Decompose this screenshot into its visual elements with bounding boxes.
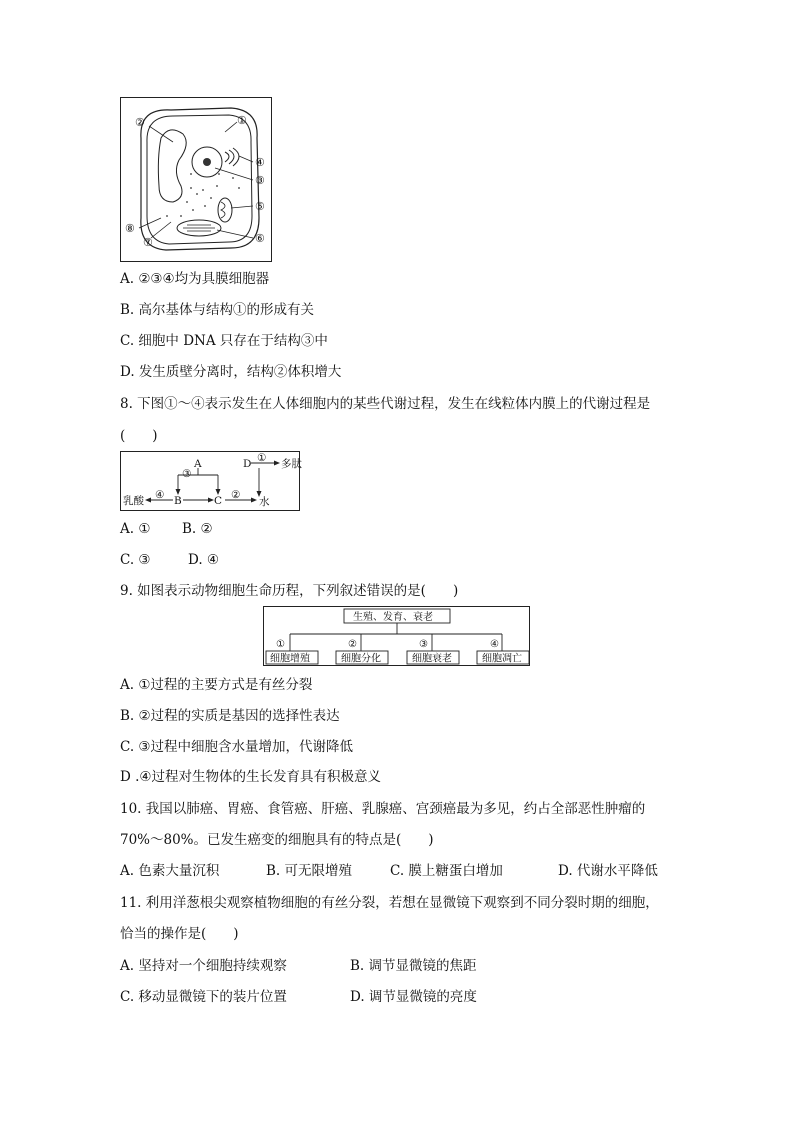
q8-stem-line1: 8. 下图①～④表示发生在人体细胞内的某些代谢过程，发生在线粒体内膜上的代谢过程是 <box>120 396 651 412</box>
q10-option-a: A. 色素大量沉积 <box>120 863 220 879</box>
golgi <box>225 148 239 166</box>
step-4: ④ <box>490 639 499 650</box>
lactic-acid: 乳酸 <box>123 495 144 507</box>
q7-option-d: D. 发生质壁分离时，结构②体积增大 <box>120 364 342 380</box>
process-1: ① <box>257 452 267 464</box>
cytoplasm-dots <box>166 173 240 217</box>
q7-option-a: A. ②③④均为具膜细胞器 <box>120 271 270 287</box>
q9-option-c: C. ③过程中细胞含水量增加，代谢降低 <box>120 739 354 755</box>
q9-option-d: D .④过程对生物体的生长发育具有积极意义 <box>120 769 382 785</box>
q11-option-a: A. 坚持对一个细胞持续观察 <box>120 958 287 974</box>
q11-option-b: B. 调节显微镜的焦距 <box>350 958 477 974</box>
q8-option-b: B. ② <box>182 521 213 537</box>
process-2: ② <box>231 489 241 501</box>
node-d: D <box>243 458 252 470</box>
metabolism-diagram <box>120 451 300 511</box>
q9-option-b: B. ②过程的实质是基因的选择性表达 <box>120 708 340 724</box>
q10-stem-line2: 70%～80%。已发生癌变的细胞具有的特点是( ) <box>120 832 434 848</box>
process-4: ④ <box>155 489 165 501</box>
q8-option-c: C. ③ <box>120 552 151 568</box>
q11-option-c: C. 移动显微镜下的装片位置 <box>120 989 287 1005</box>
box-aging: 细胞衰老 <box>412 653 452 665</box>
step-1: ① <box>276 639 285 650</box>
cell-life-svg <box>264 607 529 665</box>
q8-option-d: D. ④ <box>188 552 220 568</box>
node-c: C <box>214 495 223 507</box>
q11-stem-line2: 恰当的操作是( ) <box>120 926 239 942</box>
water: 水 <box>259 496 270 508</box>
cell-life-diagram <box>263 606 530 666</box>
peptide: 多肽 <box>281 458 302 470</box>
q9-stem: 9. 如图表示动物细胞生命历程，下列叙述错误的是( ) <box>120 583 459 599</box>
q11-option-d: D. 调节显微镜的亮度 <box>350 989 477 1005</box>
process-3: ③ <box>182 468 192 480</box>
box-apoptosis: 细胞凋亡 <box>482 653 522 665</box>
cell-diagram-svg <box>121 98 271 261</box>
q10-option-c: C. 膜上糖蛋白增加 <box>390 863 503 879</box>
cell-label-5: ⑤ <box>255 200 265 213</box>
nucleolus <box>203 158 211 166</box>
cell-diagram <box>120 97 272 262</box>
mitochondrion <box>218 198 232 222</box>
vacuole <box>158 130 186 202</box>
box-differentiation: 细胞分化 <box>341 653 381 665</box>
cell-label-8: ⑧ <box>125 222 135 235</box>
q10-option-d: D. 代谢水平降低 <box>558 863 658 879</box>
cell-label-6: ⑥ <box>255 232 265 245</box>
cell-label-4: ④ <box>255 156 265 169</box>
node-a: A <box>194 458 202 470</box>
q11-stem-line1: 11. 利用洋葱根尖观察植物细胞的有丝分裂，若想在显微镜下观察到不同分裂时期的细胞， <box>120 895 659 911</box>
q8-stem-line2: ( ) <box>120 428 158 444</box>
top-box-label: 生殖、发育、衰老 <box>353 612 433 623</box>
cell-label-7: ⑦ <box>143 236 153 249</box>
box-proliferation: 细胞增殖 <box>270 653 310 665</box>
step-2: ② <box>348 639 357 650</box>
q7-option-b: B. 高尔基体与结构①的形成有关 <box>120 302 315 318</box>
q10-option-b: B. 可无限增殖 <box>266 863 353 879</box>
step-3: ③ <box>419 639 428 650</box>
q10-stem-line1: 10. 我国以肺癌、胃癌、食管癌、肝癌、乳腺癌、宫颈癌最为多见，约占全部恶性肿瘤的 <box>120 801 646 817</box>
cell-label-2: ② <box>135 116 145 129</box>
q8-option-a: A. ① <box>120 521 151 537</box>
cell-label-1: ① <box>237 114 247 127</box>
metabolism-svg <box>121 452 302 510</box>
q9-option-a: A. ①过程的主要方式是有丝分裂 <box>120 677 313 693</box>
cell-label-3: ③ <box>255 174 265 187</box>
q7-option-c: C. 细胞中 DNA 只存在于结构③中 <box>120 333 328 349</box>
node-b: B <box>174 495 182 507</box>
